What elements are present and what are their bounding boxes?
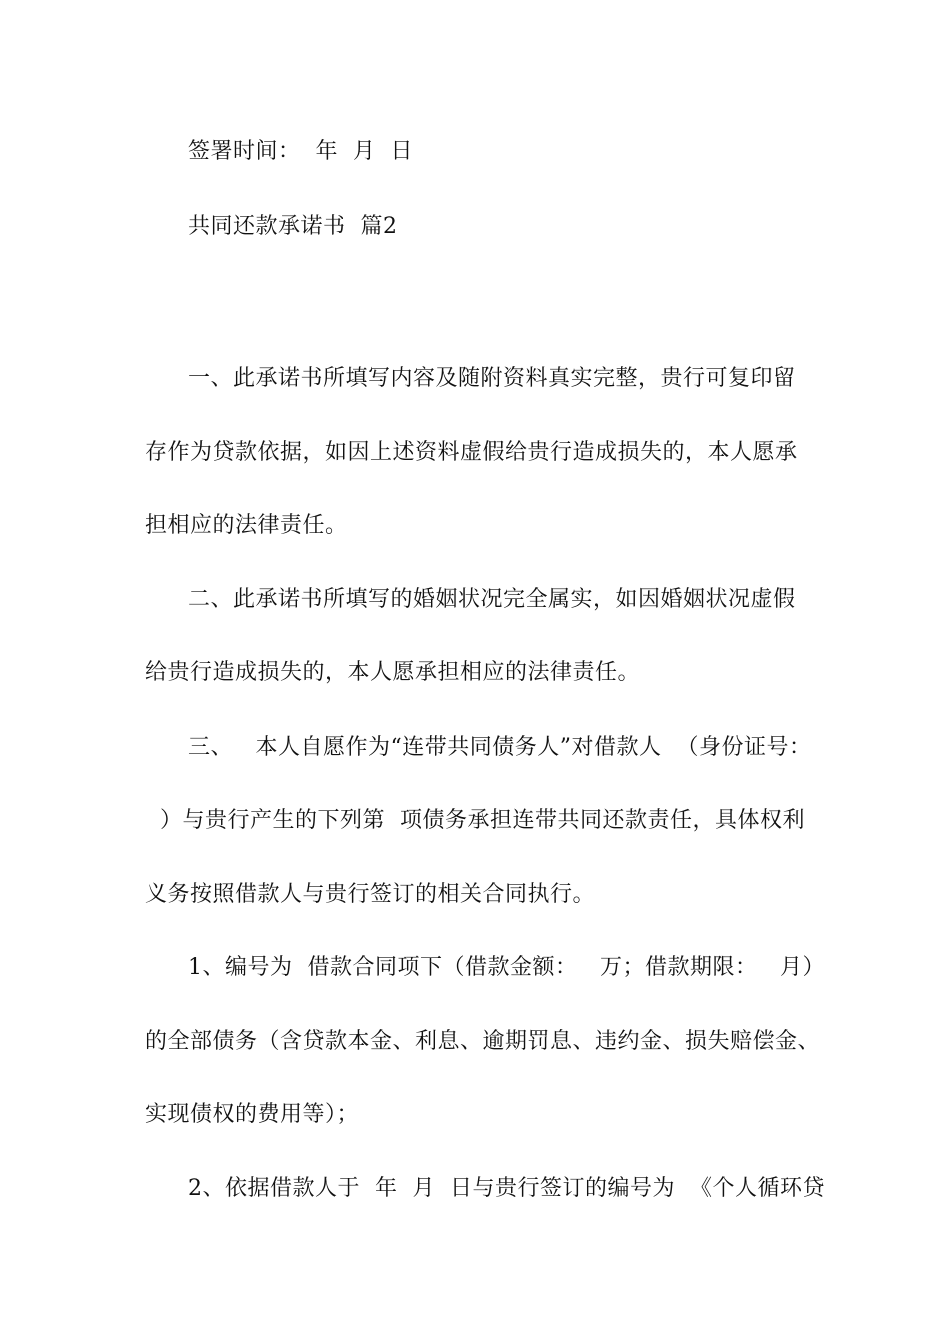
signing-date-line: 签署时间： 年 月 日 — [188, 139, 413, 164]
paragraph-line: 的全部债务（含贷款本金、利息、逾期罚息、违约金、损失赔偿金、 — [145, 1029, 821, 1054]
paragraph-line: 三、 本人自愿作为“连带共同债务人”对借款人 （身份证号： — [188, 735, 812, 760]
paragraph-line: 1、编号为 借款合同项下（借款金额： 万；借款期限： 月） — [188, 955, 825, 980]
section-heading: 共同还款承诺书 篇2 — [188, 214, 398, 239]
paragraph-line: 担相应的法律责任。 — [145, 513, 348, 538]
paragraph-line: 义务按照借款人与贵行签订的相关合同执行。 — [145, 882, 596, 907]
paragraph-line: 实现债权的费用等）； — [145, 1102, 360, 1127]
paragraph-line: 存作为贷款依据，如因上述资料虚假给贵行造成损失的，本人愿承 — [145, 440, 798, 465]
paragraph-line: ）与贵行产生的下列第 项债务承担连带共同还款责任，具体权利 — [145, 808, 805, 833]
paragraph-line: 给贵行造成损失的，本人愿承担相应的法律责任。 — [145, 660, 641, 685]
paragraph-line: 2、依据借款人于 年 月 日与贵行签订的编号为 《个人循环贷 — [188, 1176, 825, 1201]
paragraph-line: 二、此承诺书所填写的婚姻状况完全属实，如因婚姻状况虚假 — [188, 587, 796, 612]
paragraph-line: 一、此承诺书所填写内容及随附资料真实完整，贵行可复印留 — [188, 366, 796, 391]
